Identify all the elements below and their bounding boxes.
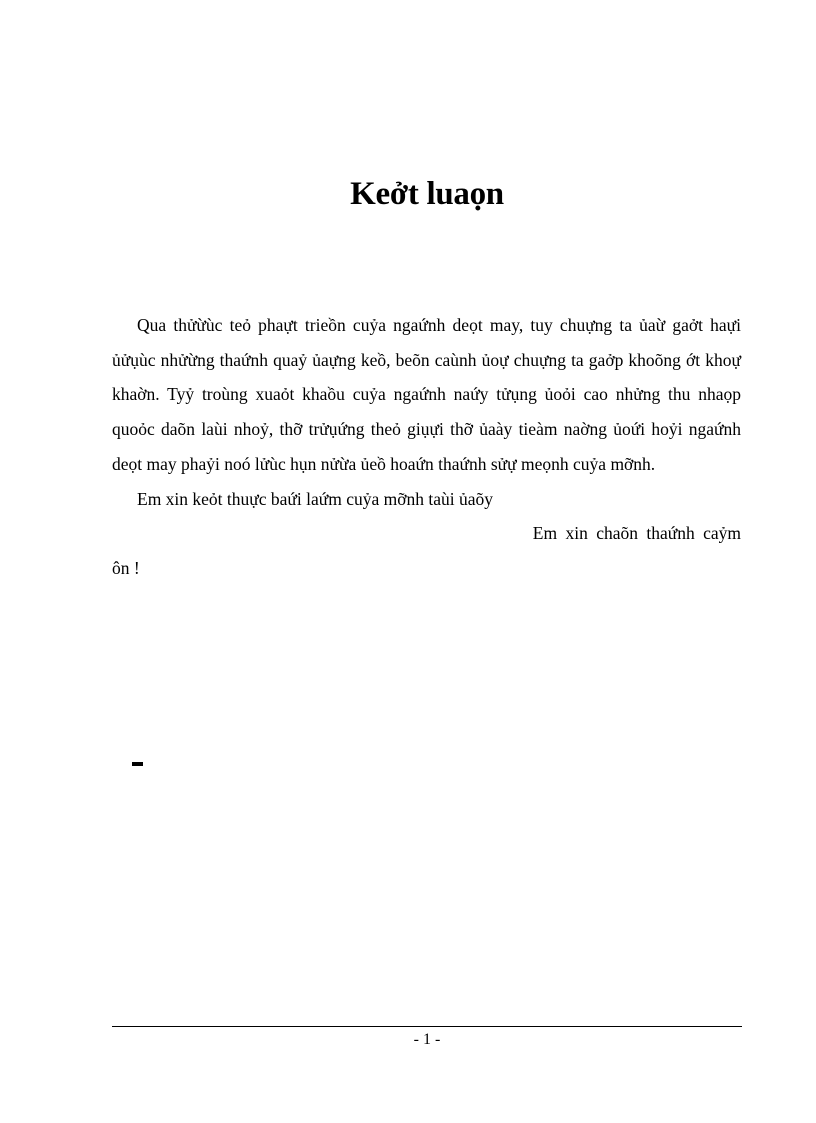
signoff-line: Em xin chaõn thaứnh caỷm xyxy=(532,523,741,544)
page-title: Keởt luaọn xyxy=(350,176,504,212)
page-number: - 1 - xyxy=(413,1031,441,1048)
dash-mark xyxy=(132,762,143,766)
paragraph-main: Qua thửừùc teỏ phaựt trieồn cuỷa ngaứnh deọt may, tuy chuựng ta ủaừ gaởt haựi ủửụùc nhửừng thaứnh quaỷ ủaựng keồ, beõn caùnh ủoự chuựng ta gaởp khoõng ớt khoự khaờn. Tyỷ troùng xuaỏt khaồu cuỷa ngaứnh naứy tửụng ủoỏi cao nhửng thu nhaọp quoỏc daõn laùi nhoỷ, thỡ trửụứng theỏ giụựi thỡ ủaày tieàm naờng ủoứi hoỷi ngaứnh deọt may phaỷi noó lửùc hụn nửừa ủeồ hoaứn thaứnh sửự meọnh cuỷa mỡnh. xyxy=(112,315,741,474)
paragraph-closing: Em xin keỏt thuực baứi laứm cuỷa mỡnh taùi ủaõy xyxy=(137,488,494,509)
body-text xyxy=(112,308,741,586)
signoff-end: ôn ! xyxy=(112,557,140,578)
footer-divider xyxy=(112,1026,742,1027)
